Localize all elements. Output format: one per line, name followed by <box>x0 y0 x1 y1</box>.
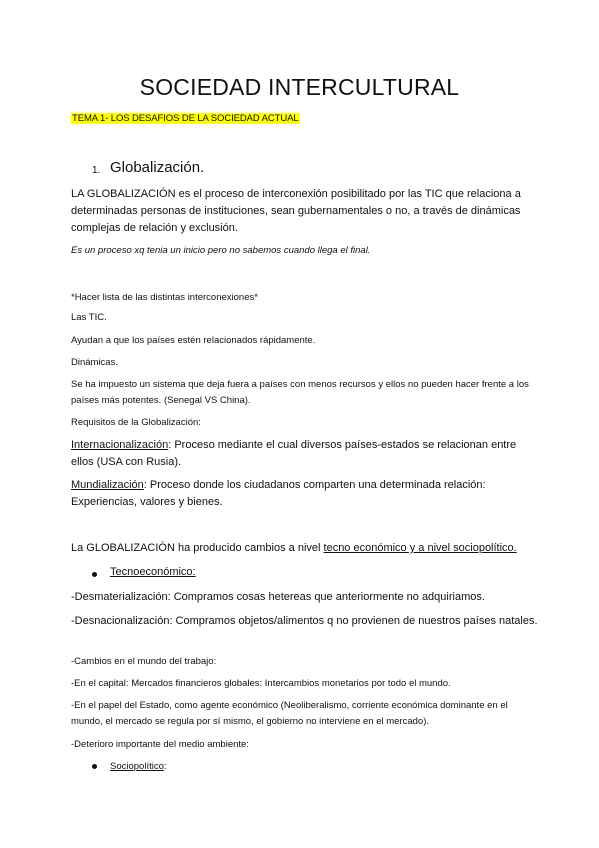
desnacionalizacion-line: -Desnacionalización: Compramos objetos/alimentos q no provienen de nuestros países natales. <box>71 615 538 627</box>
dinamicas-label: Dinámicas. <box>71 357 118 368</box>
internacionalizacion-text: : Proceso mediante el cual diversos países-estados se relacionan entre ellos (USA con Rusia). <box>71 439 517 468</box>
mundializacion-paragraph <box>71 477 541 511</box>
bullet-dot-icon <box>92 572 97 577</box>
bullet-sociopolitico <box>110 759 167 775</box>
list-note: *Hacer lista de las distintas interconexiones* <box>71 292 258 303</box>
tic-label: Las TIC. <box>71 312 107 323</box>
dinamicas-text: Se ha impuesto un sistema que deja fuera a países con menos recursos y ellos no pueden hacer frente a los países más potentes. (Senegal VS China). <box>71 379 529 406</box>
bullet-tecnoeconomico-label: Tecnoeconómico: <box>110 566 196 578</box>
mundializacion-text: : Proceso donde los ciudadanos comparten una determinada relación: Experiencias, valores y bienes. <box>71 479 486 508</box>
section-number: 1. <box>92 165 101 176</box>
cambios-underlined: tecno económico y a nivel sociopolítico. <box>323 542 517 554</box>
trabajo-line: -Cambios en el mundo del trabajo: <box>71 656 217 667</box>
estado-line: -En el papel del Estado, como agente económico (Neoliberalismo, corriente económica dominante en el mundo, el mercado se regula por sí mismo, el gobierno no interviene en el mercado). <box>71 700 508 727</box>
italic-note: Es un proceso xq tenia un inicio pero no sabemos cuando llega el final. <box>71 245 371 256</box>
capital-line: -En el capital: Mercados financieros globales: Intercambios monetarios por todo el mundo. <box>71 678 451 689</box>
bullet-dot-icon <box>92 764 97 769</box>
bullet-sociopolitico-suffix: : <box>163 761 167 772</box>
bullet-tecnoeconomico <box>110 566 196 578</box>
topic-heading-highlighted: TEMA 1- LOS DESAFIOS DE LA SOCIEDAD ACTUAL <box>72 113 299 124</box>
document-title: SOCIEDAD INTERCULTURAL <box>139 74 460 100</box>
tic-text: Ayudan a que los países estén relacionados rápidamente. <box>71 335 316 346</box>
cambios-paragraph <box>71 540 541 557</box>
desmaterializacion-line: -Desmaterialización: Compramos cosas hetereas que anteriormente no adquiriamos. <box>71 591 485 603</box>
deterioro-line: -Deterioro importante del medio ambiente: <box>71 739 249 750</box>
bullet-sociopolitico-label: Sociopolítico <box>110 761 164 772</box>
mundializacion-term: Mundialización <box>71 479 144 491</box>
internacionalizacion-term: Internacionalización <box>71 439 169 451</box>
section-title: Globalización. <box>110 159 205 176</box>
intro-paragraph: LA GLOBALIZACIÓN es el proceso de interconexión posibilitado por las TIC que relaciona a determinadas personas de instituciones, sean gubernamentales o no, a través de dinámicas complejas de relación y exclusión. <box>71 188 521 234</box>
cambios-prefix: La GLOBALIZACIÓN ha producido cambios a nivel <box>71 542 324 554</box>
internacionalizacion-paragraph <box>71 437 541 471</box>
requisitos-label: Requisitos de la Globalización: <box>71 417 201 428</box>
